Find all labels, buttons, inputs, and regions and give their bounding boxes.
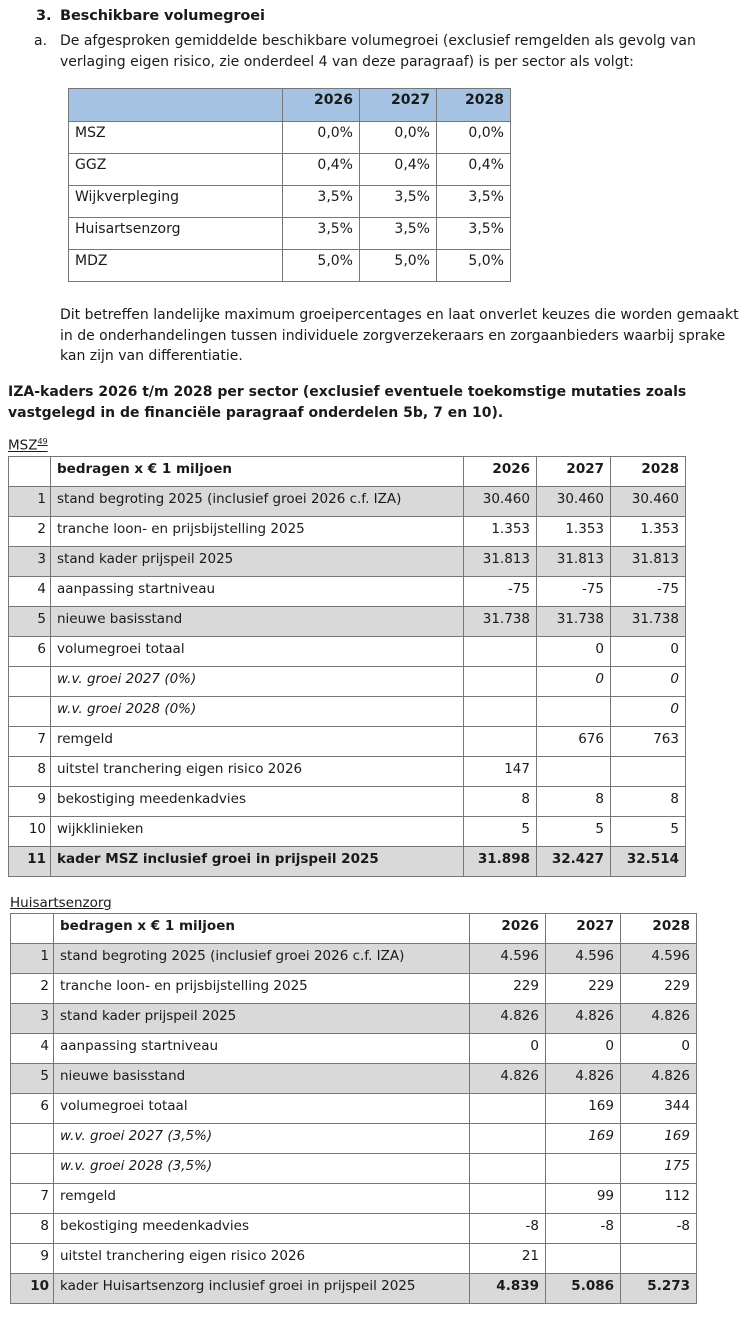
row-value: 8 xyxy=(464,787,537,817)
row-number: 3 xyxy=(9,547,51,577)
row-number: 6 xyxy=(11,1094,54,1124)
row-number: 1 xyxy=(11,944,54,974)
row-value xyxy=(546,1154,621,1184)
row-description: stand kader prijspeil 2025 xyxy=(51,547,464,577)
growth-value: 3,5% xyxy=(437,218,511,250)
row-value xyxy=(464,637,537,667)
row-value: 1.353 xyxy=(611,517,686,547)
section-heading xyxy=(36,8,265,24)
row-value: -75 xyxy=(537,577,611,607)
row-value: -75 xyxy=(611,577,686,607)
table-row xyxy=(9,787,686,817)
row-value: 4.826 xyxy=(621,1004,697,1034)
header-year: 2028 xyxy=(621,914,697,944)
growth-value: 0,4% xyxy=(360,154,437,186)
row-value xyxy=(546,1244,621,1274)
row-value xyxy=(464,727,537,757)
row-number: 1 xyxy=(9,487,51,517)
row-description: aanpassing startniveau xyxy=(54,1034,470,1064)
growth-value: 5,0% xyxy=(437,250,511,282)
growth-value: 3,5% xyxy=(437,186,511,218)
row-value: 0 xyxy=(611,697,686,727)
row-value: 4.596 xyxy=(546,944,621,974)
row-description: w.v. groei 2028 (0%) xyxy=(51,697,464,727)
row-number xyxy=(11,1124,54,1154)
row-value: 169 xyxy=(546,1124,621,1154)
row-value: 229 xyxy=(621,974,697,1004)
row-description: bekostiging meedenkadvies xyxy=(54,1214,470,1244)
row-description: w.v. groei 2027 (3,5%) xyxy=(54,1124,470,1154)
row-number: 4 xyxy=(11,1034,54,1064)
row-description: w.v. groei 2027 (0%) xyxy=(51,667,464,697)
row-number: 6 xyxy=(9,637,51,667)
row-value: 0 xyxy=(470,1034,546,1064)
sector-name: MSZ xyxy=(69,122,283,154)
row-value: -75 xyxy=(464,577,537,607)
row-value: 0 xyxy=(546,1034,621,1064)
row-value: 31.738 xyxy=(464,607,537,637)
row-number: 2 xyxy=(11,974,54,1004)
growth-row xyxy=(69,250,511,282)
table-row xyxy=(9,547,686,577)
row-value: 147 xyxy=(464,757,537,787)
table-row xyxy=(9,757,686,787)
hz-header-row xyxy=(11,914,697,944)
huisartsenzorg-table xyxy=(10,913,697,1304)
footnote-ref[interactable]: 49 xyxy=(37,437,48,446)
row-description: bekostiging meedenkadvies xyxy=(51,787,464,817)
row-value: 169 xyxy=(546,1094,621,1124)
row-description: kader Huisartsenzorg inclusief groei in prijspeil 2025 xyxy=(54,1274,470,1304)
growth-value: 5,0% xyxy=(283,250,360,282)
row-number xyxy=(9,667,51,697)
table-row xyxy=(9,607,686,637)
row-value: 1.353 xyxy=(464,517,537,547)
table-row xyxy=(9,487,686,517)
row-value: 5.273 xyxy=(621,1274,697,1304)
row-value: 31.738 xyxy=(611,607,686,637)
row-description: volumegroei totaal xyxy=(51,637,464,667)
sector-name: Huisartsenzorg xyxy=(69,218,283,250)
row-value: -8 xyxy=(621,1214,697,1244)
row-value: 0 xyxy=(537,637,611,667)
growth-value: 0,0% xyxy=(360,122,437,154)
row-number: 9 xyxy=(11,1244,54,1274)
header-year: 2028 xyxy=(611,457,686,487)
row-value xyxy=(470,1184,546,1214)
row-value: 99 xyxy=(546,1184,621,1214)
row-number: 7 xyxy=(11,1184,54,1214)
row-description: tranche loon- en prijsbijstelling 2025 xyxy=(51,517,464,547)
row-description: stand begroting 2025 (inclusief groei 2026 c.f. IZA) xyxy=(51,487,464,517)
row-number: 5 xyxy=(9,607,51,637)
row-value: 0 xyxy=(611,667,686,697)
row-description: uitstel tranchering eigen risico 2026 xyxy=(51,757,464,787)
row-value: -8 xyxy=(470,1214,546,1244)
section-number: 3. xyxy=(36,8,52,24)
table-row xyxy=(11,1124,697,1154)
table-row xyxy=(11,1184,697,1214)
row-value: 763 xyxy=(611,727,686,757)
row-value: 4.596 xyxy=(470,944,546,974)
row-value: 4.826 xyxy=(546,1064,621,1094)
growth-value: 0,4% xyxy=(283,154,360,186)
table-row xyxy=(11,1004,697,1034)
growth-value: 3,5% xyxy=(283,186,360,218)
growth-header-year: 2028 xyxy=(437,89,511,122)
row-value: 175 xyxy=(621,1154,697,1184)
header-year: 2027 xyxy=(537,457,611,487)
growth-table xyxy=(68,88,511,282)
row-value xyxy=(537,757,611,787)
table-row xyxy=(9,817,686,847)
growth-value: 0,4% xyxy=(437,154,511,186)
row-value xyxy=(621,1244,697,1274)
row-value: 4.826 xyxy=(546,1004,621,1034)
growth-value: 0,0% xyxy=(437,122,511,154)
row-value: 5 xyxy=(464,817,537,847)
row-value xyxy=(464,667,537,697)
row-value: 4.826 xyxy=(621,1064,697,1094)
row-value: 21 xyxy=(470,1244,546,1274)
table-row xyxy=(11,1244,697,1274)
row-value xyxy=(470,1154,546,1184)
row-value xyxy=(464,697,537,727)
row-value: 676 xyxy=(537,727,611,757)
table-row xyxy=(11,1064,697,1094)
table-row xyxy=(11,1274,697,1304)
row-number: 9 xyxy=(9,787,51,817)
row-number: 8 xyxy=(9,757,51,787)
kader-heading: IZA-kaders 2026 t/m 2028 per sector (exclusief eventuele toekomstige mutaties zoals vastgelegd in de financiële paragraaf onderdelen 5b, 7 en 10). xyxy=(8,384,687,421)
row-number: 7 xyxy=(9,727,51,757)
item-text: De afgesproken gemiddelde beschikbare volumegroei (exclusief remgelden als gevolg van verlaging eigen risico, zie onderdeel 4 van deze paragraaf) is per sector als volgt: xyxy=(60,33,696,70)
msz-label xyxy=(8,437,48,454)
growth-value: 3,5% xyxy=(360,218,437,250)
row-value: 229 xyxy=(546,974,621,1004)
row-value xyxy=(537,697,611,727)
row-number: 2 xyxy=(9,517,51,547)
table-row xyxy=(11,1214,697,1244)
row-value xyxy=(470,1094,546,1124)
row-description: w.v. groei 2028 (3,5%) xyxy=(54,1154,470,1184)
table-row xyxy=(9,667,686,697)
row-value: 8 xyxy=(611,787,686,817)
growth-row xyxy=(69,186,511,218)
row-value: 31.813 xyxy=(537,547,611,577)
table-row xyxy=(9,727,686,757)
table-row xyxy=(11,1034,697,1064)
row-value: 344 xyxy=(621,1094,697,1124)
row-value: 4.596 xyxy=(621,944,697,974)
table-row xyxy=(11,944,697,974)
row-value: 31.738 xyxy=(537,607,611,637)
row-value: 0 xyxy=(621,1034,697,1064)
row-number: 8 xyxy=(11,1214,54,1244)
row-number: 5 xyxy=(11,1064,54,1094)
row-number: 10 xyxy=(9,817,51,847)
row-value: 31.898 xyxy=(464,847,537,877)
row-value: 0 xyxy=(537,667,611,697)
table-row xyxy=(9,517,686,547)
row-description: stand kader prijspeil 2025 xyxy=(54,1004,470,1034)
row-value: 31.813 xyxy=(611,547,686,577)
row-value: -8 xyxy=(546,1214,621,1244)
table-row xyxy=(11,1154,697,1184)
table-row xyxy=(9,697,686,727)
row-description: uitstel tranchering eigen risico 2026 xyxy=(54,1244,470,1274)
row-value xyxy=(611,757,686,787)
table-row xyxy=(11,1094,697,1124)
huisartsenzorg-label-text: Huisartsenzorg xyxy=(10,895,112,911)
row-value: 32.514 xyxy=(611,847,686,877)
growth-value: 0,0% xyxy=(283,122,360,154)
sector-name: Wijkverpleging xyxy=(69,186,283,218)
row-value: 4.826 xyxy=(470,1064,546,1094)
row-value: 0 xyxy=(611,637,686,667)
sector-name: MDZ xyxy=(69,250,283,282)
row-value: 1.353 xyxy=(537,517,611,547)
growth-row xyxy=(69,122,511,154)
growth-value: 5,0% xyxy=(360,250,437,282)
table-row xyxy=(9,637,686,667)
row-description: remgeld xyxy=(54,1184,470,1214)
msz-table xyxy=(8,456,686,877)
row-description: nieuwe basisstand xyxy=(54,1064,470,1094)
row-value: 229 xyxy=(470,974,546,1004)
huisartsenzorg-label xyxy=(10,895,112,911)
row-number: 11 xyxy=(9,847,51,877)
row-value: 8 xyxy=(537,787,611,817)
header-blank xyxy=(9,457,51,487)
section-title: Beschikbare volumegroei xyxy=(60,8,265,24)
row-description: kader MSZ inclusief groei in prijspeil 2025 xyxy=(51,847,464,877)
row-number xyxy=(11,1154,54,1184)
row-description: stand begroting 2025 (inclusief groei 2026 c.f. IZA) xyxy=(54,944,470,974)
table-row xyxy=(9,577,686,607)
growth-row xyxy=(69,218,511,250)
row-description: remgeld xyxy=(51,727,464,757)
table-row xyxy=(9,847,686,877)
row-description: volumegroei totaal xyxy=(54,1094,470,1124)
growth-header-row xyxy=(69,89,511,122)
row-value: 169 xyxy=(621,1124,697,1154)
growth-header-blank xyxy=(69,89,283,122)
row-number xyxy=(9,697,51,727)
header-desc: bedragen x € 1 miljoen xyxy=(51,457,464,487)
growth-header-year: 2026 xyxy=(283,89,360,122)
note-paragraph: Dit betreffen landelijke maximum groeipercentages en laat onverlet keuzes die worden gemaakt in de onderhandelingen tussen individuele zorgverzekeraars en zorgaanbieders waarbij sprake kan zijn van differentiatie. xyxy=(60,307,739,364)
row-value: 5 xyxy=(537,817,611,847)
row-description: wijkklinieken xyxy=(51,817,464,847)
growth-value: 3,5% xyxy=(283,218,360,250)
row-value: 30.460 xyxy=(611,487,686,517)
sector-name: GGZ xyxy=(69,154,283,186)
row-value: 5.086 xyxy=(546,1274,621,1304)
row-description: aanpassing startniveau xyxy=(51,577,464,607)
row-description: tranche loon- en prijsbijstelling 2025 xyxy=(54,974,470,1004)
item-a xyxy=(34,31,734,73)
item-label: a. xyxy=(34,33,48,49)
row-value: 30.460 xyxy=(464,487,537,517)
header-year: 2026 xyxy=(464,457,537,487)
msz-label-text: MSZ xyxy=(8,437,38,454)
row-value: 5 xyxy=(611,817,686,847)
row-value: 4.839 xyxy=(470,1274,546,1304)
table-row xyxy=(11,974,697,1004)
header-blank xyxy=(11,914,54,944)
row-value: 4.826 xyxy=(470,1004,546,1034)
growth-row xyxy=(69,154,511,186)
header-year: 2026 xyxy=(470,914,546,944)
row-number: 4 xyxy=(9,577,51,607)
row-value: 30.460 xyxy=(537,487,611,517)
row-number: 10 xyxy=(11,1274,54,1304)
row-number: 3 xyxy=(11,1004,54,1034)
growth-value: 3,5% xyxy=(360,186,437,218)
row-description: nieuwe basisstand xyxy=(51,607,464,637)
row-value: 31.813 xyxy=(464,547,537,577)
row-value: 32.427 xyxy=(537,847,611,877)
header-desc: bedragen x € 1 miljoen xyxy=(54,914,470,944)
growth-header-year: 2027 xyxy=(360,89,437,122)
msz-header-row xyxy=(9,457,686,487)
header-year: 2027 xyxy=(546,914,621,944)
row-value: 112 xyxy=(621,1184,697,1214)
row-value xyxy=(470,1124,546,1154)
